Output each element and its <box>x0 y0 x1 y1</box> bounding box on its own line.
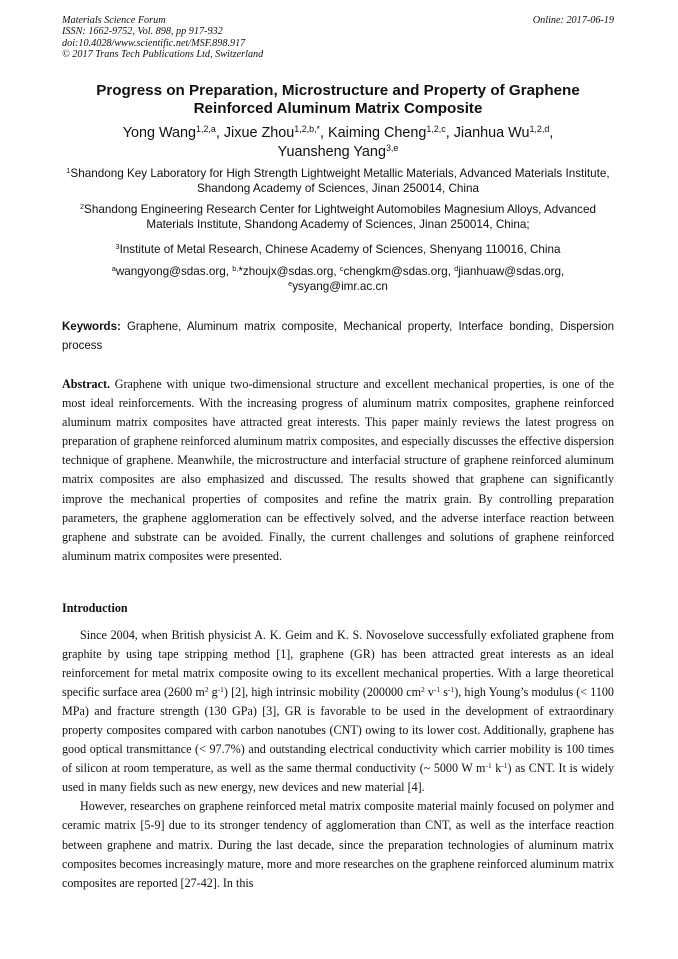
author-affiliation-mark: 3,e <box>385 142 399 153</box>
paragraph-text: k <box>491 761 502 776</box>
paragraph-text: g <box>208 685 218 700</box>
superscript: -1 <box>501 761 508 771</box>
affiliation-mark: 3 <box>115 242 120 252</box>
author-separator: , <box>445 125 454 141</box>
email-address[interactable]: *zhoujx@sdas.org, <box>238 265 340 278</box>
title-line-1: Progress on Preparation, Microstructure and Property of Graphene <box>96 82 580 99</box>
author-name: Jianhua Wu <box>453 125 530 141</box>
email-list <box>62 265 614 295</box>
paragraph-text: ), high Young’s modulus (< 1100 MPa) and fracture strength (130 GPa) [3], GR is favorable to be used in the development of extraordinary property composites compared with carbon nanotubes (CNT) owing to its lower cost. Additionally, graphene has good optical transmittance (< 97.7%) and outstanding electrical conductivity which carrier mobility is 100 times of silicon at room temperature, as well as the same thermal conductivity (~ 5000 W m <box>62 685 614 776</box>
affiliation-1 <box>62 167 614 197</box>
email-address[interactable]: wangyong@sdas.org, <box>115 265 233 278</box>
keywords-text: Graphene, Aluminum matrix composite, Mechanical property, Interface bonding, Dispersion process <box>62 321 614 352</box>
author-affiliation-mark: 1,2,a <box>196 124 216 135</box>
superscript: 2 <box>204 685 209 695</box>
journal-metadata <box>62 15 263 61</box>
journal-name: Materials Science Forum <box>62 15 166 26</box>
superscript: -1 <box>485 761 492 771</box>
paper-title <box>62 82 614 118</box>
affiliation-3 <box>62 243 614 258</box>
author-affiliation-mark: 1,2,d <box>529 124 550 135</box>
email-mark: b, <box>232 264 239 274</box>
email-mark: d <box>454 264 459 274</box>
affiliation-text: Shandong Engineering Research Center for Lightweight Automobiles Magnesium Alloys, Advanced Materials Institute, Shandong Academy of Sciences, Jinan 250014, China; <box>84 203 596 231</box>
introduction-heading: Introduction <box>62 601 128 615</box>
paragraph-text: ) as CNT. It is widely used in many fields such as new energy, new devices and new material [4]. <box>62 761 614 795</box>
author-affiliation-mark: 1,2,c <box>426 124 446 135</box>
author-separator: , <box>215 125 224 141</box>
email-address[interactable]: chengkm@sdas.org, <box>343 265 455 278</box>
online-date: Online: 2017-06-19 <box>532 15 614 26</box>
abstract-section <box>62 375 614 566</box>
author-name: Yong Wang <box>122 125 197 141</box>
keywords-label: Keywords: <box>62 321 121 333</box>
keywords-section <box>62 318 614 356</box>
author-name: Jixue Zhou <box>223 125 295 141</box>
superscript: 2 <box>421 685 425 695</box>
email-mark: c <box>339 264 344 274</box>
paragraph-text: ) [2], high intrinsic mobility (200000 cm <box>223 685 421 700</box>
author-name: Yuansheng Yang <box>277 143 386 160</box>
paragraph-text: s <box>440 685 448 700</box>
email-address[interactable]: ysyang@imr.ac.cn <box>292 279 388 293</box>
abstract-label: Abstract. <box>62 377 111 391</box>
introduction-paragraph-2: However, researches on graphene reinforced metal matrix composite material mainly focused on polymer and ceramic matrix [5-9] due to its stronger tendency of agglomeration than CNT, as well as the interface reaction between graphene and matrix. During the last decade, since the preparation technologies of aluminum matrix composites becomes increasingly mature, more and more researches on the graphene reinforced aluminum matrix composites are reported [27-42]. In this <box>62 799 614 890</box>
title-line-2: Reinforced Aluminum Matrix Composite <box>193 100 483 117</box>
issn-line: ISSN: 1662-9752, Vol. 898, pp 917-932 <box>62 26 223 38</box>
copyright-line: © 2017 Trans Tech Publications Ltd, Switzerland <box>62 49 264 61</box>
abstract-text: Graphene with unique two-dimensional structure and excellent mechanical properties, is one of the most ideal reinforcements. With the increasing progress of aluminum matrix composites, graphene reinforced aluminum matrix composites have attracted great interests. This paper mainly reviews the latest progress on preparation of graphene reinforced aluminum matrix composites, and especially discusses the effective dispersion technique of graphene. Meanwhile, the microstructure and interfacial structure of graphene reinforced aluminum matrix composites are also emphasized and discussed. The results showed that graphene can significantly improve the mechanical properties of composites and refine the matrix grain. By controlling preparation parameters, the graphene agglomeration can be effectively solved, and the adverse interface reaction between graphene and substrate can be avoided. Finally, the current challenges and solutions of graphene reinforced aluminum matrix composites were presented. <box>62 377 614 563</box>
affiliation-2 <box>62 203 614 233</box>
affiliation-mark: 2 <box>79 202 85 212</box>
author-separator: , <box>549 125 554 141</box>
introduction-paragraph-1 <box>62 626 614 797</box>
email-mark: e <box>288 278 293 288</box>
email-address[interactable]: jianhuaw@sdas.org, <box>458 265 565 278</box>
introduction-body <box>62 626 614 893</box>
paragraph-text: v <box>424 685 434 700</box>
author-separator: , <box>320 125 329 141</box>
paragraph-text: Since 2004, when British physicist A. K. Geim and K. S. Novoselove successfully exfoliated graphene from graphite by using tape stripping method [1], graphene (GR) has been attracted great interests as an ideal reinforcement for metal matrix composite owing to its excellent mechanical properties. With a large theoretical specific surface area (2600 m <box>62 628 614 700</box>
superscript: -1 <box>433 685 441 695</box>
author-list <box>62 124 614 161</box>
superscript: -1 <box>217 685 224 695</box>
email-mark: a <box>111 264 116 274</box>
doi-line: doi:10.4028/www.scientific.net/MSF.898.917 <box>62 37 246 49</box>
affiliation-mark: 1 <box>66 166 71 176</box>
author-affiliation-mark: 1,2,b,* <box>294 124 321 135</box>
affiliation-text: Shandong Key Laboratory for High Strength Lightweight Metallic Materials, Advanced Materials Institute, Shandong Academy of Sciences, Jinan 250014, China <box>70 167 610 195</box>
affiliation-text: Institute of Metal Research, Chinese Academy of Sciences, Shenyang 110016, China <box>119 243 561 256</box>
author-name: Kaiming Cheng <box>328 125 427 141</box>
superscript: -1 <box>448 685 455 695</box>
